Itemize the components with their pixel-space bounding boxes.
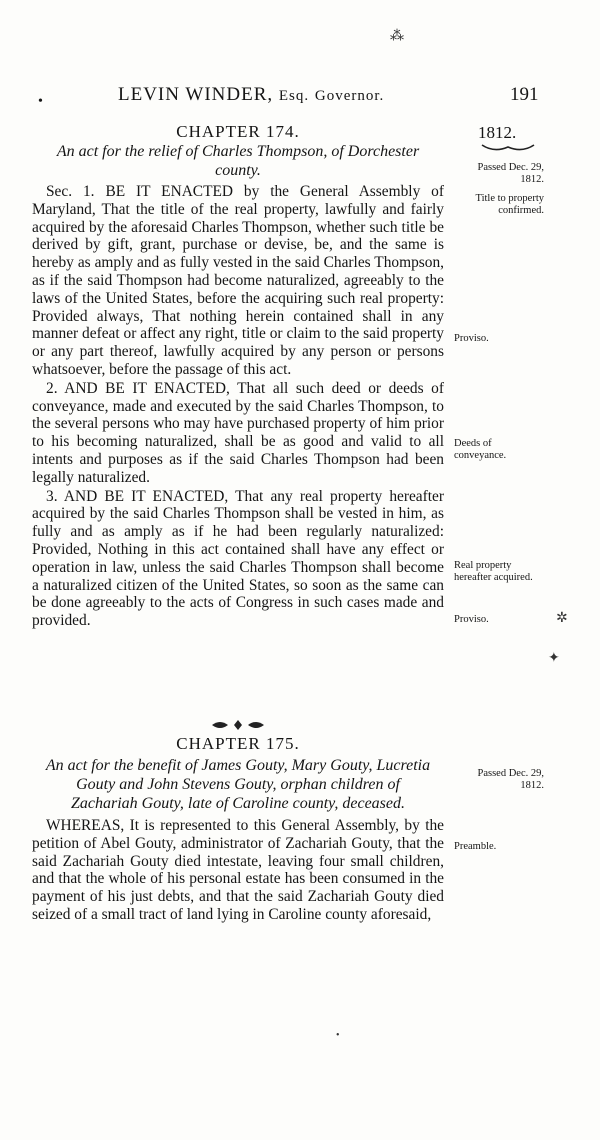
margin-deeds-conveyance: Deeds of conveyance. [454,438,507,462]
margin-title-confirmed: Title to property confirmed. [475,193,544,217]
year-brace-ornament [480,141,536,155]
chapter-174-heading: CHAPTER 174. [176,122,300,141]
chapter-175-title: An act for the benefit of James Gouty, Mary Gouty, Lucretia Gouty and John Stevens Gouty, orphan children of Zachariah Gouty, late of Caroline county, deceased. [45,757,431,812]
chapter-174 [32,122,444,630]
chapter-175-preamble: WHEREAS, It is represented to this General Assembly, by the petition of Abel Gouty, administrator of Zachariah Gouty, that the said Zachariah Gouty died intestate, leaving four small children, and that the whole of his personal estate has been consumed in the payment of his just debts, and that the said Zachariah Gouty died seized of a small tract of land lying in Caroline county aforesaid, [32,817,444,923]
chapter-divider-ornament [208,718,268,732]
chapter-175 [32,714,444,924]
margin-passed-175: Passed Dec. 29, 1812. [477,768,544,792]
margin-year: 1812. [478,123,517,142]
ink-speck: ✦ [548,651,560,666]
chapter-174-section-2: 2. AND BE IT ENACTED, That all such deed or deeds of conveyance, made and executed by the said Charles Thompson, to the several persons who may have purchased property of him prior to his becoming naturalized, shall be as good and valid to all intents and purposes as if the said Charles Thompson had been legally naturalized. [32,379,444,486]
header-dot: • [38,94,43,109]
margin-proviso-1: Proviso. [454,333,489,344]
ink-speck: ⁂ [390,29,404,44]
running-header [30,84,550,114]
esq-label: Esq. [278,88,310,104]
ink-speck: • [336,1030,340,1041]
margin-real-property: Real property hereafter acquired. [454,560,533,584]
margin-preamble: Preamble. [454,841,497,852]
chapter-175-heading: CHAPTER 175. [176,734,300,753]
running-title [118,84,384,106]
page-number: 191 [510,84,539,105]
chapter-174-title: An act for the relief of Charles Thompson, of Dorchester county. [56,143,420,179]
margin-passed-174: Passed Dec. 29, 1812. [477,162,544,186]
ink-speck: ✲ [556,611,568,626]
margin-proviso-2: Proviso. [454,614,489,625]
chapter-174-section-1: Sec. 1. BE IT ENACTED by the General Assembly of Maryland, That the title of the real property, lawfully and fairly acquired by the aforesaid Charles Thompson, whether such title be derived by gift, grant, purchase or devise, be, and the same is hereby as amply and as fully vested in the said Charles Thompson, as if the said Thompson had become naturalized, agreeably to the laws of the United States, before the acquiring such real property: Provided always, That nothing herein contained shall in any manner defeat or affect any right, title or claim to the said property or any part thereof, lawfully acquired by any person or persons whatsoever, before the passage of this act. [32,183,444,378]
chapter-174-section-3: 3. AND BE IT ENACTED, That any real property hereafter acquired by the said Charles Thompson shall be vested in him, as fully and as amply as if he had been regularly naturalized: Provided, Nothing in this act contained shall have any effect or operation in law, unless the said Charles Thompson shall become a naturalized citizen of the United States, so soon as the same can be done agreeably to the acts of Congress in such cases made and provided. [32,487,444,630]
office-label: Governor. [314,88,385,104]
governor-name: LEVIN WINDER, [118,84,274,105]
